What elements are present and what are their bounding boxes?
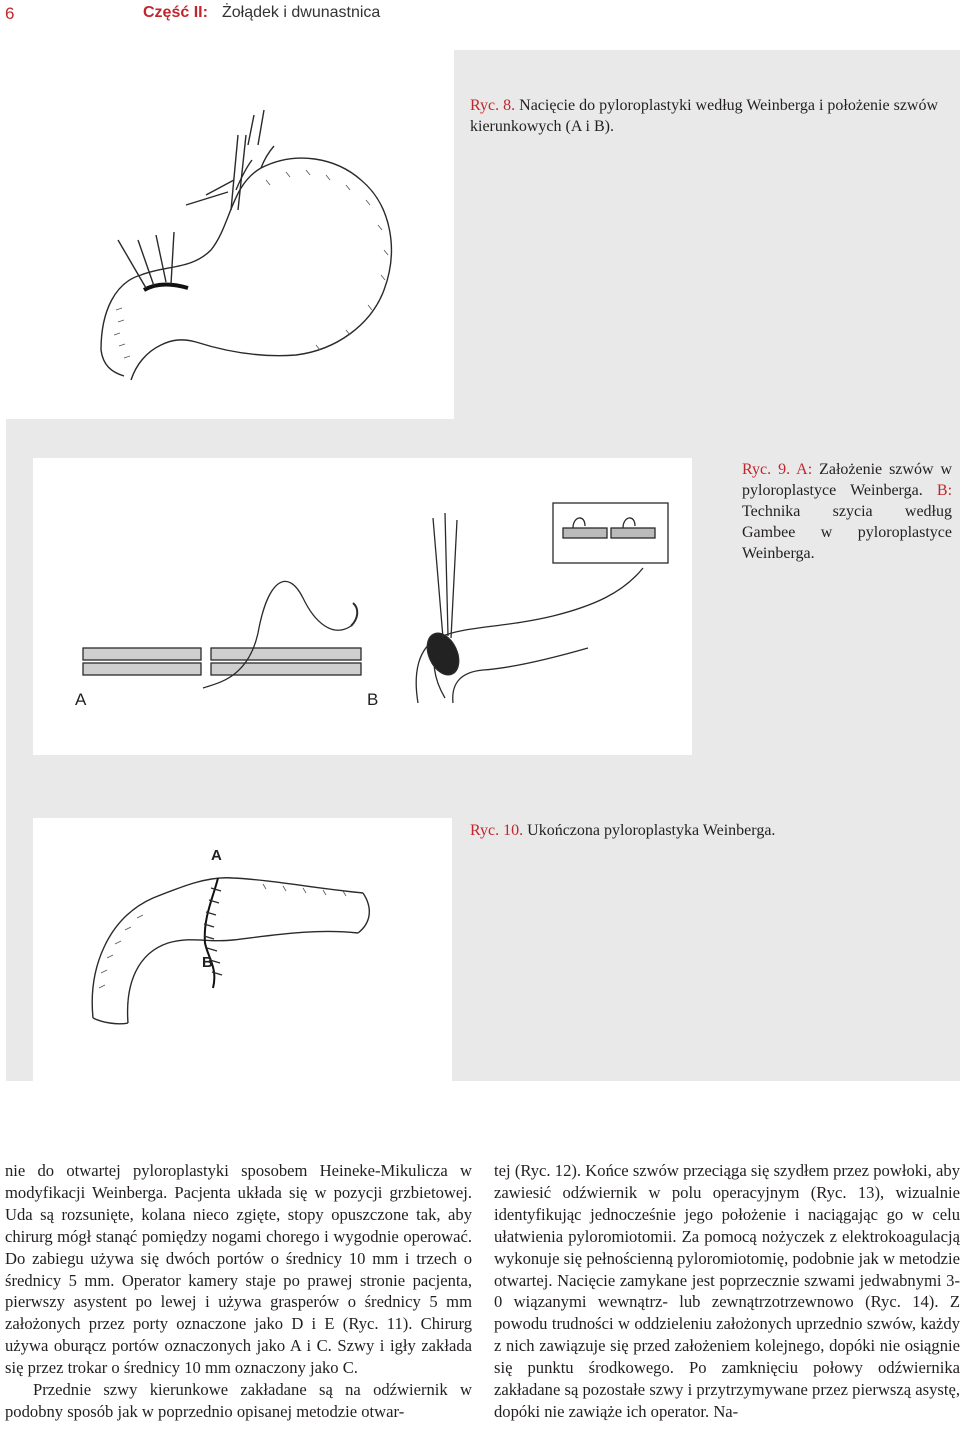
- body-column-right: [494, 1160, 960, 1423]
- figure-10-mark-b: B: [202, 954, 213, 971]
- figure-10-panel: [6, 780, 960, 1081]
- figure-9-panel: [6, 419, 960, 780]
- stomach-incision-illustration: [6, 50, 454, 419]
- figure-8-text: Nacięcie do pyloroplastyki według Weinberga i położenie szwów kierunkowych (A i B).: [470, 97, 939, 135]
- figure-10-caption: [470, 820, 950, 841]
- figure-8-label: Ryc. 8.: [470, 97, 516, 114]
- page-number: 6: [5, 4, 15, 23]
- figure-9-a-label: A:: [796, 461, 813, 478]
- left-paragraph-1: nie do otwartej pyloroplastyki sposobem Heineke-Mikulicza w modyfikacji Weinberga. Pacjenta układa się w pozycji grzbietowej. Uda są rozsunięte, kolana nieco zgięte, stopy opuszczone tak, aby chirurg mógł stanąć pomiędzy nogami chorego i wygodnie operować. Do zabiegu używa się dwóch portów o średnicy 10 mm i trzech o średnicy 5 mm. Operator kamery staje po prawej stronie pacjenta, pierwszy asystent po lewej i używa grasperów o średnicy 5 mm założonych przez porty oznaczone jako D i E (Ryc. 11). Chirurg używa oburącz portów oznaczonych jako A i C. Szwy i igły zakłada się przez trokar o średnicy 10 mm oznaczony jako C.: [5, 1161, 472, 1378]
- figure-10-image: [33, 818, 452, 1081]
- figure-10-text: Ukończona pyloroplastyka Weinberga.: [527, 822, 776, 839]
- figure-9-label: Ryc. 9.: [742, 461, 791, 478]
- figure-9-caption: [742, 459, 952, 564]
- figure-9-panel-b-label: B: [367, 690, 379, 709]
- body-column-left: [5, 1160, 472, 1423]
- figure-8-image: [6, 50, 454, 419]
- left-paragraph-2: Przednie szwy kierunkowe zakładane są na odźwiernik w podobny sposób jak w poprzednio opisanej metodzie otwar-: [5, 1380, 472, 1421]
- figure-9-b-text: Technika szycia według Gambee w pyloroplastyce Weinberga.: [742, 503, 952, 562]
- right-paragraph-1: tej (Ryc. 12). Końce szwów przeciąga się szydłem przez powłoki, aby zawiesić odźwiernik w polu operacyjnym (Ryc. 13), wizualnie identyfikując jednocześnie jego położenie i naciągając go w celu ułatwienia pyloromiotomii. Za pomocą nożyczek z elektrokoagulacją wykonuje się pełnościenną pyloromiotomię, podobnie jak w metodzie otwartej. Nacięcie zamykane jest poprzecznie szwami jedwabnymi 3-0 wiązanymi wewnątrz- lub zewnątrzotrzewnowo (Ryc. 14). Z powodu trudności w oddzieleniu założonych uprzednio szwów, każdy z nich zawiązuje się przed założeniem kolejnego, dopóki nie osiągnie się punktu środkowego. Po zamknięciu połowy odźwiernika zakładane są pozostałe szwy i przytrzymywane przez pierwszą asystę, dopóki nie zawiąże ich operator. Na-: [494, 1161, 960, 1421]
- chapter-title: Żołądek i dwunastnica: [222, 4, 381, 21]
- figure-9-a-text: Założenie szwów w pyloroplastyce Weinberga.: [742, 461, 953, 499]
- completed-pyloroplasty-illustration: [33, 818, 452, 1081]
- figure-10-label: Ryc. 10.: [470, 822, 524, 839]
- figure-9-panel-a-label: A: [75, 690, 87, 709]
- figure-8-caption: [470, 95, 950, 137]
- figure-10-mark-a: A: [211, 847, 222, 864]
- figure-9-image: [33, 458, 692, 755]
- figure-8-panel: [6, 50, 960, 419]
- figure-9-b-label: B:: [936, 482, 953, 499]
- part-label: Część II:: [143, 4, 208, 21]
- suture-technique-illustration: [33, 458, 692, 755]
